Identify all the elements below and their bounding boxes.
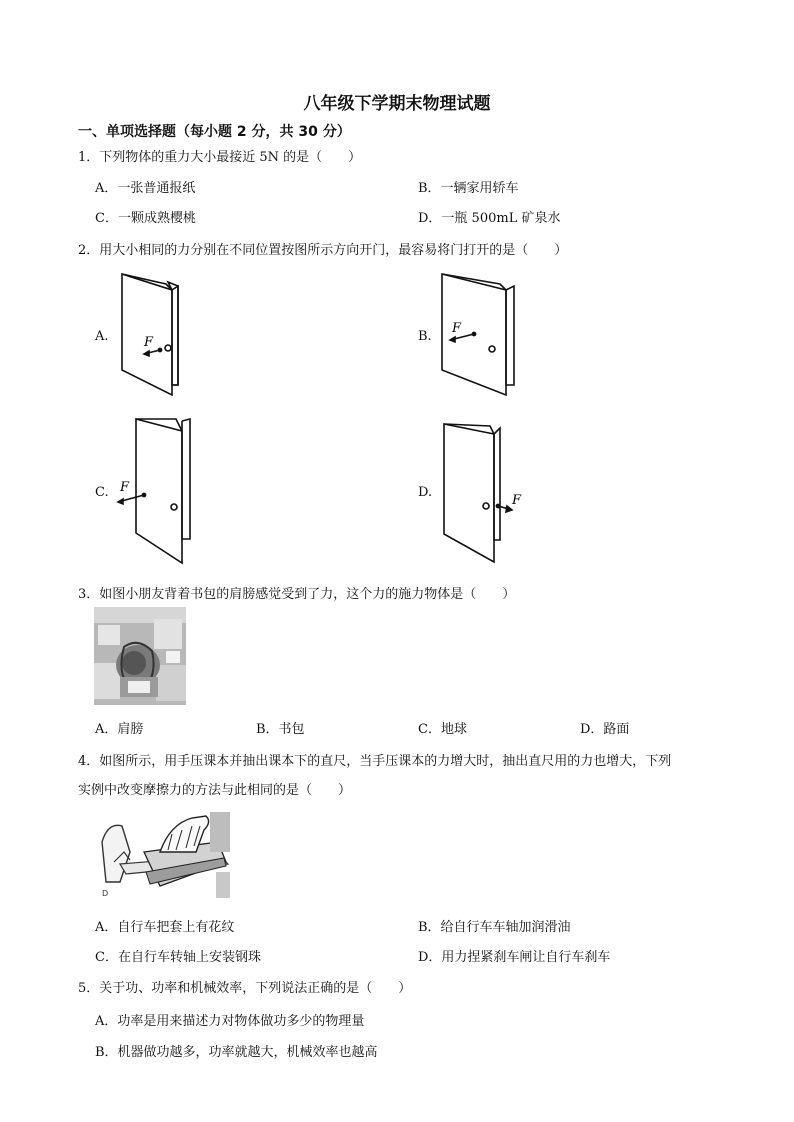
hand-book-ruler-photo — [100, 812, 230, 898]
question-5-option-b: B．机器做功越多，功率就越大，机械效率也越高 — [95, 1045, 378, 1060]
question-1-stem: 1．下列物体的重力大小最接近 5N 的是（ ） — [78, 150, 362, 165]
question-4-stem-line1: 4．如图所示，用手压课本并抽出课本下的直尺，当手压课本的力增大时，抽出直尺用的力也增大，下列 — [78, 754, 672, 769]
question-1-option-d: D．一瓶 500mL 矿泉水 — [418, 211, 561, 226]
section-heading: 一、单项选择题（每小题 2 分，共 30 分） — [78, 124, 351, 140]
door-a-force-label: F — [144, 335, 154, 350]
question-4-option-b: B．给自行车车轴加润滑油 — [418, 920, 571, 935]
question-3-option-d: D．路面 — [580, 722, 630, 737]
question-4-option-c: C．在自行车转轴上安装钢珠 — [95, 950, 261, 965]
question-4-option-a: A．自行车把套上有花纹 — [95, 920, 235, 935]
door-b-force-label: F — [452, 321, 462, 336]
question-3-option-a: A．肩膀 — [95, 722, 144, 737]
question-5-option-a: A．功率是用来描述力对物体做功多少的物理量 — [95, 1014, 365, 1029]
question-1-option-c: C．一颗成熟樱桃 — [95, 211, 196, 226]
question-5-stem: 5．关于功、功率和机械效率，下列说法正确的是（ ） — [78, 981, 412, 996]
question-4-option-d: D．用力捏紧刹车闸让自行车刹车 — [418, 950, 611, 965]
question-3-stem: 3．如图小朋友背着书包的肩膀感觉受到了力，这个力的施力物体是（ ） — [78, 587, 516, 602]
question-2-option-b: B. — [418, 329, 432, 344]
question-3-option-b: B．书包 — [256, 722, 305, 737]
question-1-option-b: B．一辆家用轿车 — [418, 181, 519, 196]
question-3-option-c: C．地球 — [418, 722, 467, 737]
question-4-stem-line2: 实例中改变摩擦力的方法与此相同的是（ ） — [78, 783, 352, 798]
door-figure-b — [434, 270, 524, 400]
backpack-child-photo — [94, 607, 186, 705]
door-figure-d — [440, 420, 530, 565]
question-2-option-d: D. — [418, 485, 433, 500]
question-2-stem: 2．用大小相同的力分别在不同位置按图所示方向开门，最容易将门打开的是（ ） — [78, 243, 568, 258]
door-d-force-label: F — [512, 493, 522, 508]
door-figure-c — [110, 415, 200, 565]
question-2-option-a: A. — [95, 329, 109, 344]
svg-text:D: D — [102, 889, 109, 898]
door-c-force-label: F — [120, 480, 130, 495]
page-title: 八年级下学期末物理试题 — [303, 94, 491, 114]
door-figure-a — [110, 270, 190, 400]
question-1-option-a: A．一张普通报纸 — [95, 181, 196, 196]
question-2-option-c: C. — [95, 485, 109, 500]
